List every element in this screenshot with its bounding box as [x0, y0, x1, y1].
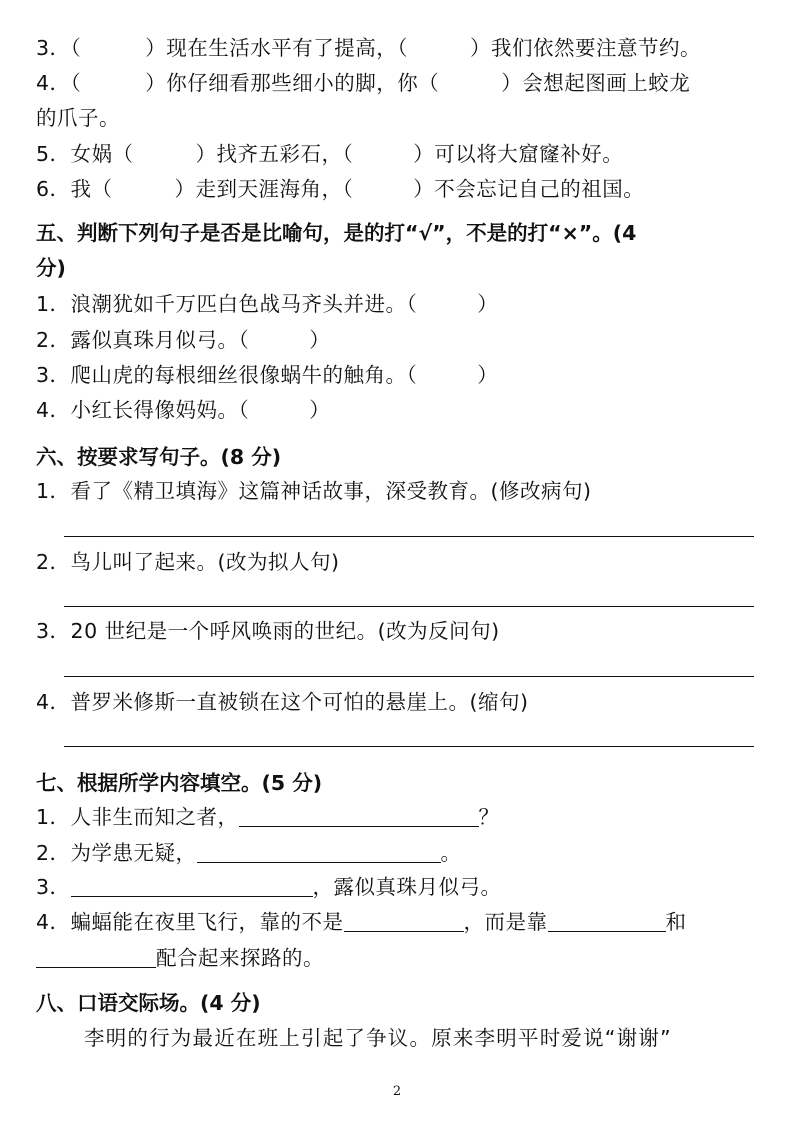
- item-text: ，而是靠: [463, 910, 548, 934]
- item-text: 鸟儿叫了起来。(改为拟人句): [70, 550, 340, 574]
- s5-item-1: [36, 287, 758, 321]
- item-text: ）: [309, 328, 331, 352]
- item-text: 的爪子。: [36, 106, 120, 130]
- s6-item-1: [36, 474, 758, 508]
- s4-item-3: [36, 31, 758, 65]
- page-number: 2: [392, 1084, 402, 1099]
- section-5-title-cont: 分): [36, 256, 66, 280]
- item-number: 6．: [36, 177, 71, 201]
- answer-line[interactable]: [64, 676, 754, 677]
- item-text: 。: [440, 841, 462, 865]
- s6-item-2: [36, 545, 758, 579]
- item-text: ）不会忘记自己的祖国。: [413, 177, 645, 201]
- item-number: 1．: [36, 479, 71, 503]
- fill-blank[interactable]: [71, 874, 313, 897]
- item-text: 女娲（: [70, 142, 134, 166]
- item-text: （: [70, 71, 82, 95]
- section-7-title: 七、根据所学内容填空。(5 分): [36, 771, 323, 795]
- item-text: 小红长得像妈妈。（: [70, 398, 250, 422]
- item-number: 4．: [36, 71, 71, 95]
- item-text: 人非生而知之者，: [70, 805, 239, 829]
- item-text: 爬山虎的每根细丝很像蜗牛的触角。（: [70, 363, 418, 387]
- s4-item-4: [36, 66, 758, 100]
- item-text: 和: [665, 910, 687, 934]
- item-text: ）你仔细看那些细小的脚，你（: [145, 71, 440, 95]
- s4-item-6: [36, 172, 758, 206]
- s7-item-4: [36, 905, 758, 939]
- s7-item-1: [36, 800, 758, 834]
- answer-line[interactable]: [64, 536, 754, 537]
- item-number: 3．: [36, 36, 71, 60]
- section-8-title: 八、口语交际场。(4 分): [36, 991, 261, 1015]
- fill-blank[interactable]: [548, 909, 666, 932]
- item-text: ）找齐五彩石，（: [195, 142, 354, 166]
- item-text: 看了《精卫填海》这篇神话故事，深受教育。(修改病句): [70, 479, 592, 503]
- fill-blank[interactable]: [239, 804, 479, 827]
- fill-blank[interactable]: [197, 840, 441, 863]
- item-text: ）现在生活水平有了提高，（: [145, 36, 409, 60]
- answer-line[interactable]: [64, 746, 754, 747]
- answer-line[interactable]: [64, 606, 754, 607]
- section-5-title: 五、判断下列句子是否是比喻句，是的打“√”，不是的打“×”。(4: [36, 221, 637, 245]
- item-number: 2．: [36, 841, 71, 865]
- item-number: 1．: [36, 292, 71, 316]
- item-text: 露似真珠月似弓。（: [70, 328, 250, 352]
- item-text: 20 世纪是一个呼风唤雨的世纪。(改为反问句): [70, 619, 500, 643]
- s5-item-4: [36, 393, 758, 427]
- item-number: 4．: [36, 910, 71, 934]
- fill-blank[interactable]: [344, 909, 464, 932]
- item-text: 浪潮犹如千万匹白色战马齐头并进。（: [70, 292, 418, 316]
- item-text: ）: [477, 292, 499, 316]
- item-text: ）走到天涯海角，（: [174, 177, 354, 201]
- s7-item-3: [36, 870, 758, 904]
- item-number: 5．: [36, 142, 71, 166]
- s4-item-5: [36, 137, 758, 171]
- item-number: 3．: [36, 875, 71, 899]
- fill-blank[interactable]: [36, 945, 156, 968]
- item-number: 1．: [36, 805, 71, 829]
- item-text: （: [70, 36, 82, 60]
- s5-item-3: [36, 358, 758, 392]
- item-text: ）可以将大窟窿补好。: [413, 142, 624, 166]
- section-8-paragraph: 李明的行为最近在班上引起了争议。原来李明平时爱说“谢谢”: [84, 1026, 672, 1050]
- s6-item-4: [36, 685, 758, 719]
- item-text: ）: [477, 363, 499, 387]
- item-text: 蝙蝠能在夜里飞行，靠的不是: [70, 910, 344, 934]
- item-text: 为学患无疑，: [70, 841, 197, 865]
- item-text: 配合起来探路的。: [156, 946, 324, 970]
- s6-item-3: [36, 614, 758, 648]
- item-text: ？: [478, 805, 500, 829]
- item-text: ）我们依然要注意节约。: [470, 36, 702, 60]
- s7-item-2: [36, 836, 758, 870]
- item-number: 2．: [36, 550, 71, 574]
- s4-item-4-continuation: [36, 101, 758, 135]
- s7-item-4-continuation: [36, 941, 758, 975]
- s5-item-2: [36, 323, 758, 357]
- item-number: 4．: [36, 690, 71, 714]
- section-6-title: 六、按要求写句子。(8 分): [36, 445, 282, 469]
- item-number: 3．: [36, 619, 71, 643]
- item-text: 我（: [70, 177, 113, 201]
- item-number: 4．: [36, 398, 71, 422]
- item-text: ，露似真珠月似弓。: [312, 875, 502, 899]
- item-number: 3．: [36, 363, 71, 387]
- item-number: 2．: [36, 328, 71, 352]
- item-text: ）会想起图画上蛟龙: [501, 71, 691, 95]
- item-text: ）: [309, 398, 331, 422]
- item-text: 普罗米修斯一直被锁在这个可怕的悬崖上。(缩句): [70, 690, 529, 714]
